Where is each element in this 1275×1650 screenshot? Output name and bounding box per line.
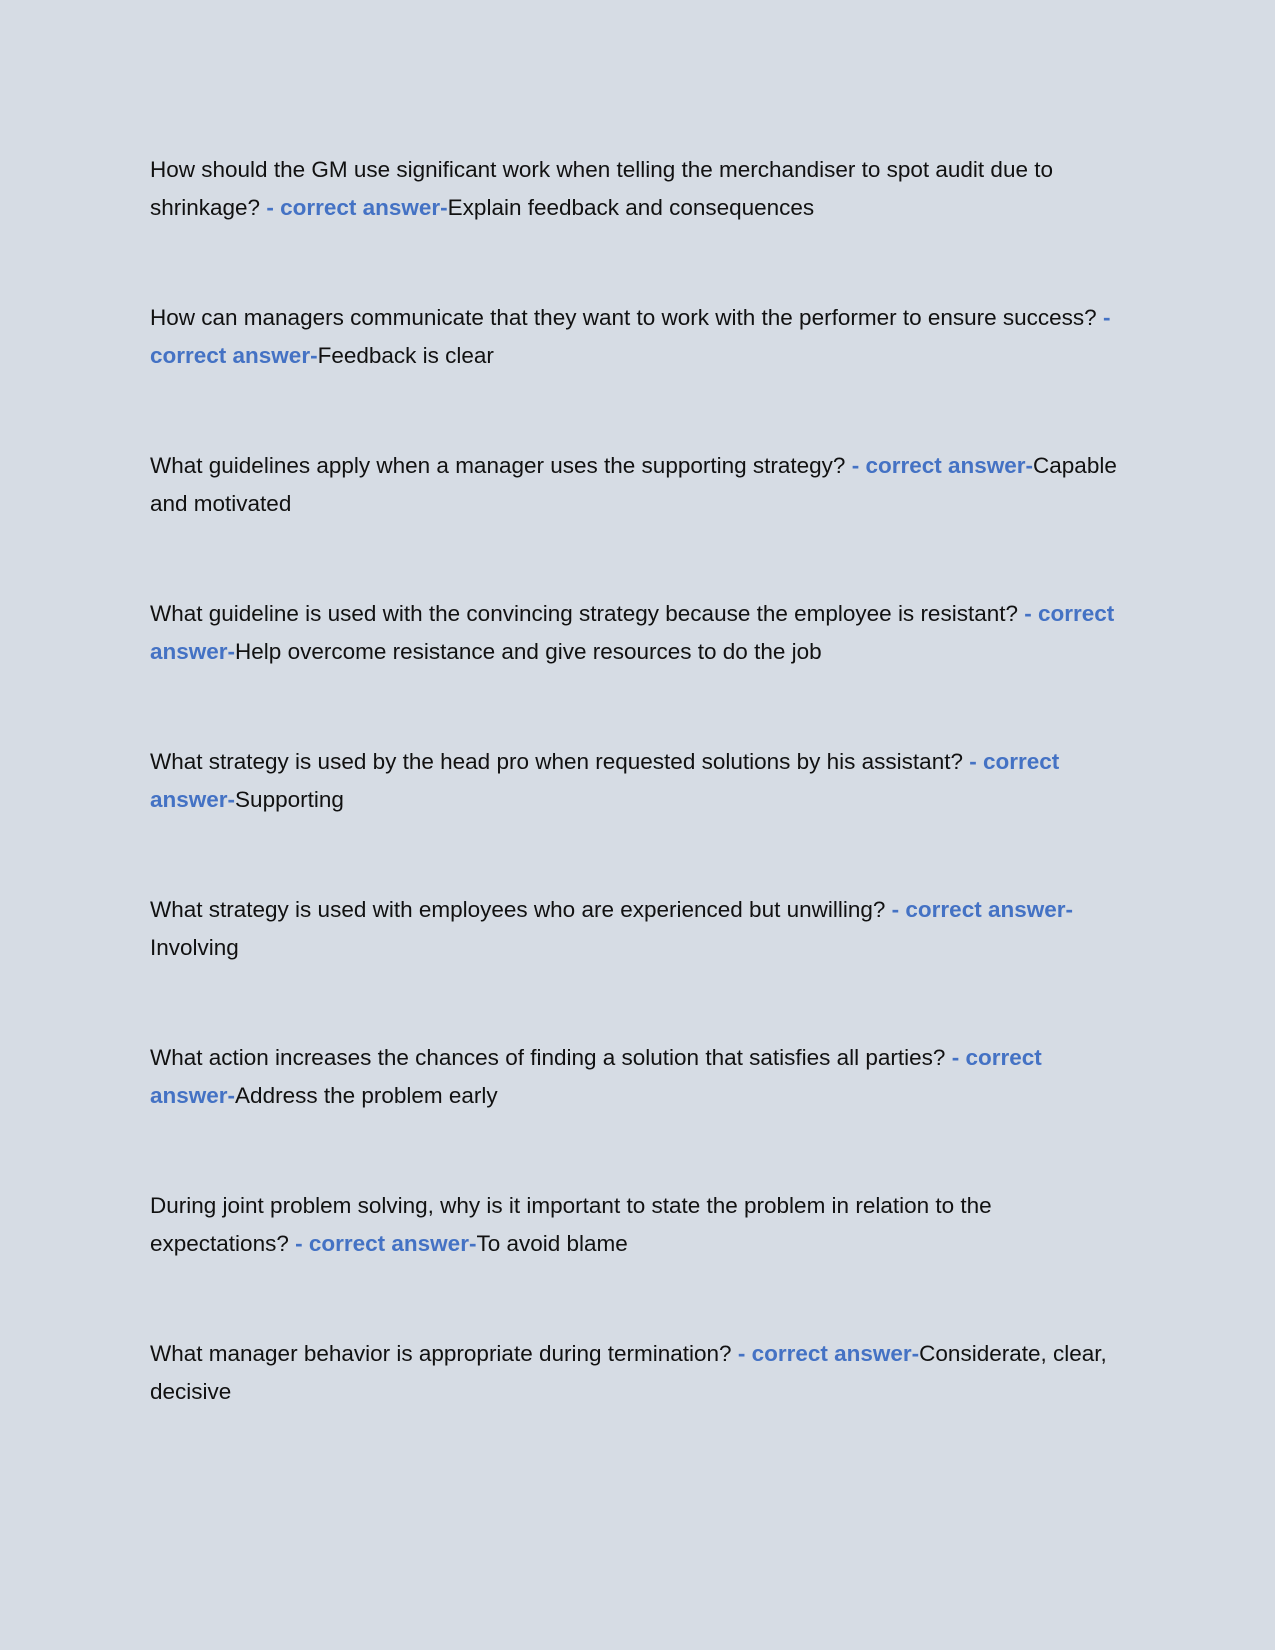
answer-text: Involving [150,935,239,960]
correct-answer-label: - correct answer- [150,305,1111,368]
answer-text: Considerate, clear, decisive [150,1341,1107,1404]
answer-text: Explain feedback and consequences [447,195,815,220]
qa-item [150,151,1130,227]
answer-text: Supporting [235,787,344,812]
correct-answer-label: - correct answer- [851,453,1034,478]
question-text: What guideline is used with the convincing strategy because the employee is resistant? [150,601,1018,626]
answer-text: Address the problem early [235,1083,498,1108]
qa-item [150,1039,1130,1115]
qa-item [150,595,1130,671]
correct-answer-label: - correct answer- [266,195,448,220]
correct-answer-label: - correct answer- [891,897,1073,922]
qa-item [150,447,1130,523]
question-text: What manager behavior is appropriate during termination? [150,1341,732,1366]
correct-answer-label: - correct answer- [150,1045,1042,1108]
answer-text: Capable and motivated [150,453,1117,516]
qa-item [150,891,1130,967]
question-text: What strategy is used with employees who are experienced but unwilling? [150,897,886,922]
question-text: How should the GM use significant work when telling the merchandiser to spot audit due to shrinkage? [150,157,1053,220]
correct-answer-label: - correct answer- [150,749,1060,812]
correct-answer-label: - correct answer- [295,1231,477,1256]
qa-item [150,743,1130,819]
question-text: What guidelines apply when a manager uses the supporting strategy? [150,453,846,478]
answer-text: Help overcome resistance and give resources to do the job [235,639,822,664]
question-text: What action increases the chances of finding a solution that satisfies all parties? [150,1045,946,1070]
question-text: What strategy is used by the head pro when requested solutions by his assistant? [150,749,963,774]
qa-item [150,1187,1130,1263]
qa-item [150,299,1130,375]
answer-text: To avoid blame [476,1231,628,1256]
question-text: During joint problem solving, why is it important to state the problem in relation to the expectations? [150,1193,992,1256]
answer-text: Feedback is clear [317,343,494,368]
question-text: How can managers communicate that they want to work with the performer to ensure success? [150,305,1097,330]
correct-answer-label: - correct answer- [737,1341,920,1366]
qa-item [150,1335,1130,1411]
correct-answer-label: - correct answer- [150,601,1115,664]
